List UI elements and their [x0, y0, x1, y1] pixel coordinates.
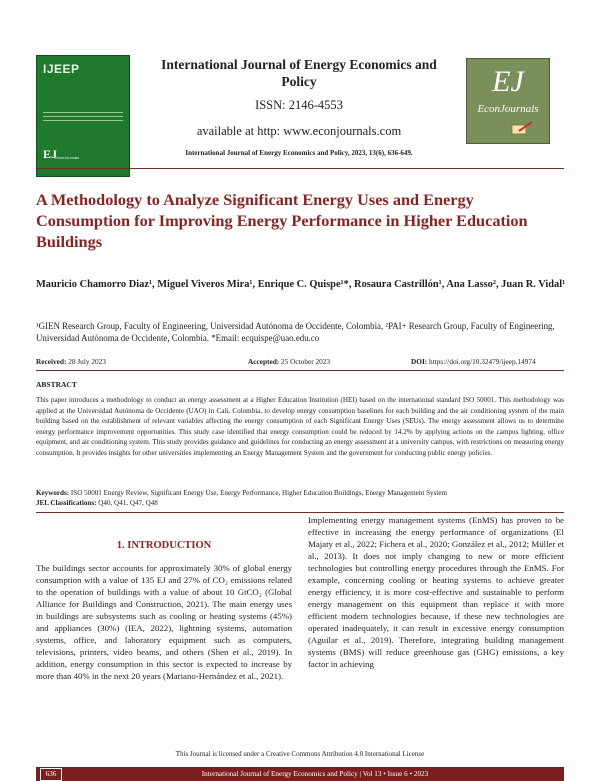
journal-cover-image: [36, 55, 130, 177]
received-value: 28 July 2023: [68, 357, 106, 366]
keywords-label: Keywords:: [36, 489, 70, 497]
affiliations: ¹GIEN Research Group, Faculty of Engineering, Universidad Autónoma de Occidente, Colombia, ²PAI+ Research Group, Faculty of Engineering, Universidad Autónoma de Occidente, Colombia. *Email: ecquispe@uao.edu.co: [36, 321, 555, 343]
paper-title: A Methodology to Analyze Significant Energy Uses and Energy Consumption for Improving Energy Performance in Higher Education Buildings: [36, 190, 528, 251]
dates-rule: [36, 370, 564, 371]
pen-icon: [511, 121, 533, 135]
section-heading-introduction: 1. INTRODUCTION: [116, 540, 212, 551]
cover-line: [43, 120, 123, 121]
availability-link[interactable]: available at http: www.econjournals.com: [196, 124, 402, 138]
abstract-text: This paper introduces a methodology to conduct an energy assessment at a Higher Education Institution (HEI) based on the international standard ISO 50001. This methodology was applied at the Universidad Autónoma de Occidente (UAO) in Cali, Colombia, to develop energy consumption baselines for each building and the air conditioning system of the main building based on the establishment of relevant variables affecting the energy consumption of each Significant Energy Uses (SEUs). The energy assessment allows us to determine energy performance improvement opportunities. This study case identified that energy consumption could be reduced by 14.2% by applying actions on the campus lighting, office equipment, and air conditioning system. This study provides guidance and guidelines for conducting an energy assessment at a university campus, with restrictions on measuring energy consumption. It provides insights for other universities implementing an Energy Management System and the government for conducting public energy policies.: [36, 396, 564, 457]
doi-label: DOI:: [411, 357, 428, 366]
logo-monogram: EJ: [492, 65, 524, 98]
received-date: [36, 357, 106, 366]
cover-title: IJEEP: [43, 62, 80, 76]
econjournals-logo: [466, 58, 550, 144]
cover-logo-subtext: EconJournals: [55, 155, 80, 160]
citation: International Journal of Energy Economics and Policy, 2023, 13(6), 636-649.: [185, 149, 413, 157]
journal-title: International Journal of Energy Economics and Policy: [161, 57, 437, 89]
body-column-right: Implementing energy management systems (EnMS) has proven to be effective in increasing the energy performance of organizations (El Majaty et al., 2022; Fichera et al., 2020; González et al., 2012; Müller et al., 2013). It does not imply changing to new or more efficient technologies but controlling energy procedures through the EnMS. For example, concerning cooling or heating systems to achieve greater energy efficiency, it is more cost-effective and sustainable to perform energy management on this equipment than replace it with more efficient modern technologies because, if these new technologies are operated inadequately, it can result in excessive energy consumption (Aguilar et al., 2019). Therefore, integrating building management systems (BMS) will reduce greenhouse gas (GHG) emissions, a key factor in achieving: [308, 515, 564, 669]
doi-link[interactable]: https://doi.org/10.32479/ijeep.14974: [429, 357, 536, 366]
jel-codes: Q40, Q41, Q47, Q48: [98, 499, 158, 507]
author-list: Mauricio Chamorro Diaz¹, Miguel Viveros Mira¹, Enrique C. Quispe¹*, Rosaura Castrillón¹, Ana Lasso², Juan R. Vidal¹: [36, 279, 566, 290]
doi: [411, 357, 536, 366]
keywords-block: [36, 488, 564, 508]
issn: ISSN: 2146-4553: [255, 98, 343, 112]
keywords-rule: [36, 512, 564, 513]
cover-logo: EJ: [43, 147, 58, 161]
footer-journal-line: International Journal of Energy Economics and Policy | Vol 13 • Issue 6 • 2023: [201, 770, 429, 778]
jel-label: JEL Classifications:: [36, 499, 97, 507]
received-label: Received:: [36, 357, 67, 366]
body-column-left: The buildings sector accounts for approximately 30% of global energy consumption with a value of 135 EJ and 27% of CO₂ emissions related to the operation of buildings with a value of about 10 GtCO₂ (Global Alliance for Buildings and Construction, 2021). The main energy uses in buildings are subsystems such as cooling or heating systems (45%) and appliances (30%) (IEA, 2022), lightning systems, automation systems, office, and laboratory equipment such as computers, televisions, printers, video beams, and others (Shen et al., 2019). In addition, energy consumption in this sector is expected to increase by more than 40% in the next 20 years (Mariano-Hernández et al., 2021).: [36, 563, 292, 681]
cover-line: [43, 112, 123, 113]
page-number: 636: [40, 768, 62, 781]
header-rule: [36, 168, 564, 169]
accepted-value: 25 October 2023: [281, 357, 331, 366]
abstract-heading: ABSTRACT: [36, 380, 77, 389]
footer-bar: [36, 767, 564, 781]
accepted-date: [248, 357, 330, 366]
keywords: ISO 50001 Energy Review, Significant Energy Use, Energy Performance, Higher Education Buildings, Energy Management System: [70, 489, 447, 497]
cover-line: [43, 116, 123, 117]
logo-name: EconJournals: [477, 103, 539, 115]
license-note: This Journal is licensed under a Creative Commons Attribution 4.0 International License: [175, 750, 425, 758]
accepted-label: Accepted:: [248, 357, 280, 366]
